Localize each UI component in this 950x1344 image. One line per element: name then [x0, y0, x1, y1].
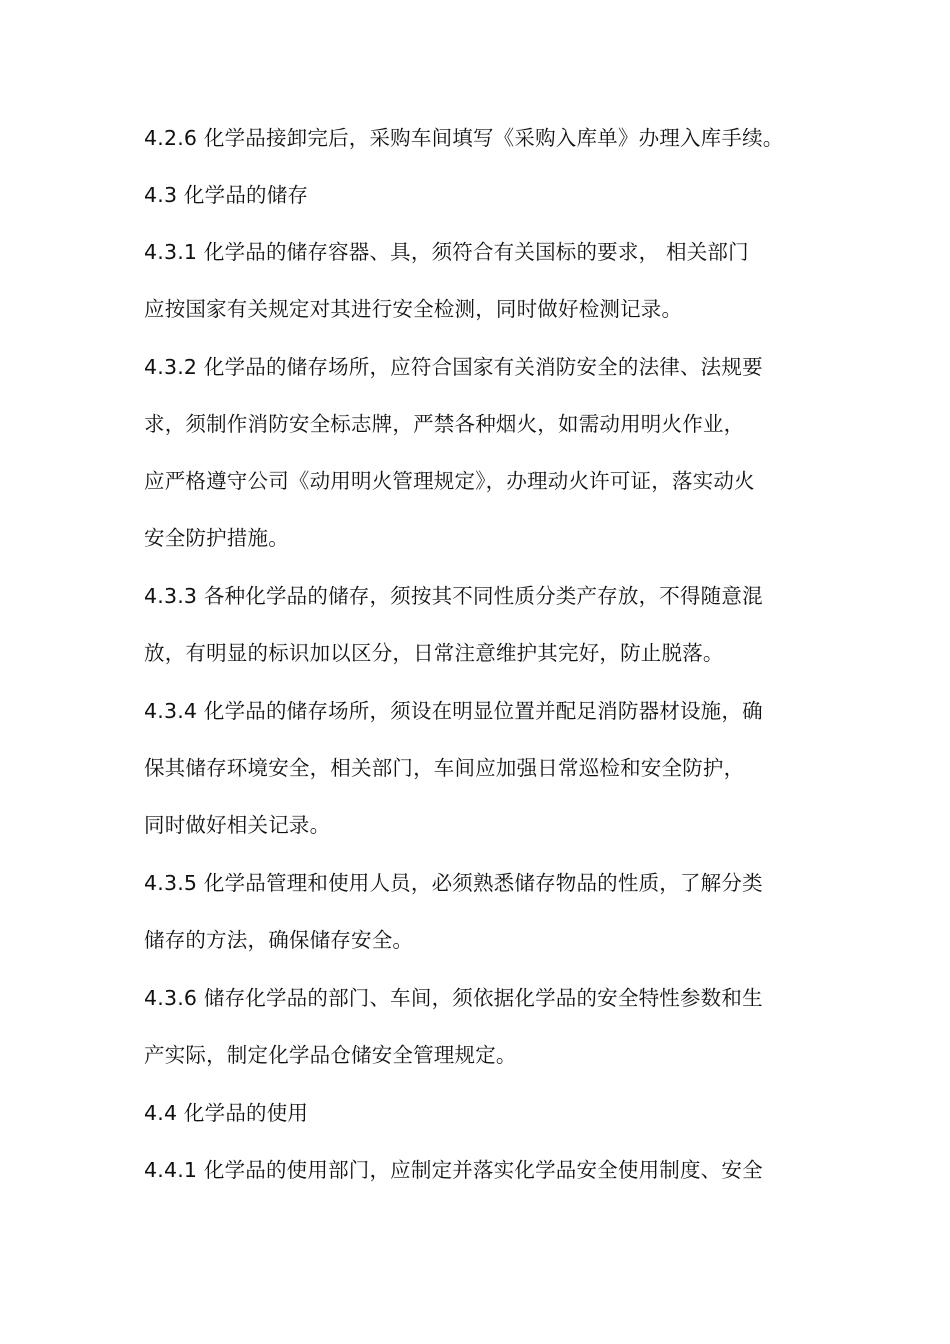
text-line-4-3-2-d: 安全防护措施。: [144, 526, 289, 550]
text-line-4-2-6: 4.2.6 化学品接卸完后，采购车间填写《采购入库单》办理入库手续。: [144, 126, 784, 150]
text-line-4-3-6-b: 产实际，制定化学品仓储安全管理规定。: [144, 1043, 517, 1067]
text-line-4-3-5-b: 储存的方法，确保储存安全。: [144, 928, 414, 952]
text-line-4-3-2-b: 求，须制作消防安全标志牌，严禁各种烟火，如需动用明火作业，: [144, 412, 745, 436]
text-line-4-3-4-b: 保其储存环境安全，相关部门，车间应加强日常巡检和安全防护，: [144, 756, 745, 780]
text-line-4-4-1-a: 4.4.1 化学品的使用部门，应制定并落实化学品安全使用制度、安全: [144, 1158, 763, 1182]
section-heading-4-3: 4.3 化学品的储存: [144, 183, 309, 207]
text-line-4-3-1-b: 应按国家有关规定对其进行安全检测，同时做好检测记录。: [144, 297, 683, 321]
section-heading-4-4: 4.4 化学品的使用: [144, 1101, 309, 1125]
text-line-4-3-5-a: 4.3.5 化学品管理和使用人员，必须熟悉储存物品的性质，了解分类: [144, 871, 763, 895]
text-line-4-3-2-a: 4.3.2 化学品的储存场所，应符合国家有关消防安全的法律、法规要: [144, 355, 763, 379]
text-line-4-3-4-c: 同时做好相关记录。: [144, 813, 331, 837]
text-line-4-3-3-a: 4.3.3 各种化学品的储存，须按其不同性质分类产存放，不得随意混: [144, 584, 763, 608]
text-line-4-3-6-a: 4.3.6 储存化学品的部门、车间，须依据化学品的安全特性参数和生: [144, 986, 763, 1010]
text-line-4-3-2-c: 应严格遵守公司《动用明火管理规定》，办理动火许可证，落实动火: [144, 469, 755, 493]
text-line-4-3-4-a: 4.3.4 化学品的储存场所，须设在明显位置并配足消防器材设施，确: [144, 699, 763, 723]
text-line-4-3-3-b: 放，有明显的标识加以区分，日常注意维护其完好，防止脱落。: [144, 641, 724, 665]
text-line-4-3-1-a: 4.3.1 化学品的储存容器、具，须符合有关国标的要求， 相关部门: [144, 240, 749, 264]
